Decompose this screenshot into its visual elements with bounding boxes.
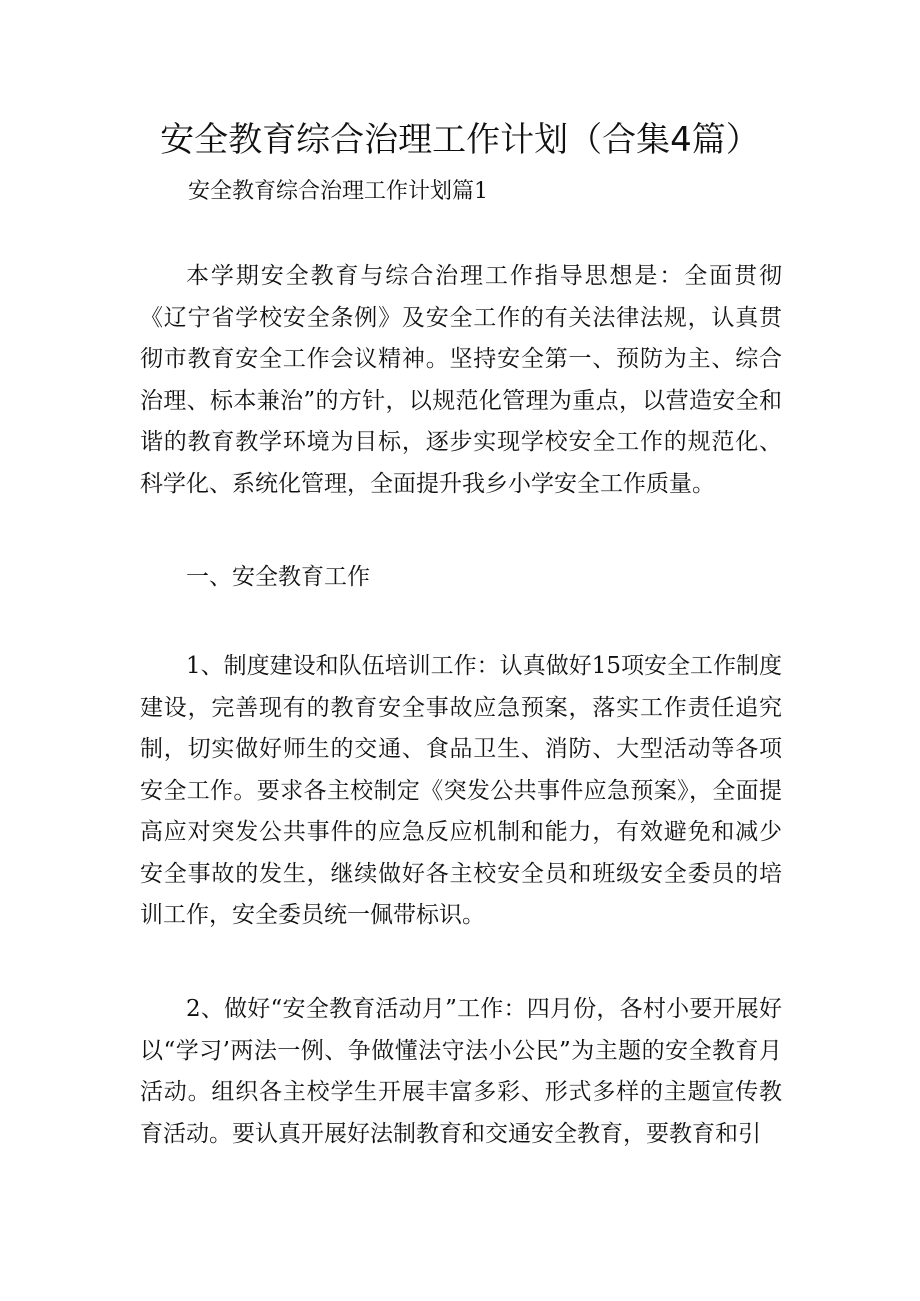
document-title: 安全教育综合治理工作计划（合集4篇） bbox=[160, 120, 760, 160]
paragraph-safety-month: 2、做好“安全教育活动月”工作：四月份，各村小要开展好以“学习’两法一例、争做懂法守法小公民”为主题的安全教育月活动。组织各主校学生开展丰富多彩、形式多样的主题宣传教育活动。要认真开展好法制教育和交通安全教育，要教育和引 bbox=[140, 996, 782, 1147]
paragraph-guiding-principle: 本学期安全教育与综合治理工作指导思想是：全面贯彻《辽宁省学校安全条例》及安全工作的有关法律法规，认真贯彻市教育安全工作会议精神。坚持安全第一、预防为主、综合治理、标本兼治”的方针，以规范化管理为重点，以营造安全和谐的教育教学环境为目标，逐步实现学校安全工作的规范化、科学化、系统化管理，全面提升我乡小学安全工作质量。 bbox=[140, 263, 782, 497]
paragraph-system-building: 1、制度建设和队伍培训工作：认真做好15项安全工作制度建设，完善现有的教育安全事故应急预案，落实工作责任追究制，切实做好师生的交通、食品卫生、消防、大型活动等各项安全工作。要求各主校制定《突发公共事件应急预案》，全面提高应对突发公共事件的应急反应机制和能力，有效避免和减少安全事故的发生，继续做好各主校安全员和班级安全委员的培训工作，安全委员统一佩带标识。 bbox=[140, 653, 782, 928]
section-heading-safety-education: 一、安全教育工作 bbox=[186, 564, 370, 590]
section-subtitle: 安全教育综合治理工作计划篇1 bbox=[188, 179, 488, 204]
